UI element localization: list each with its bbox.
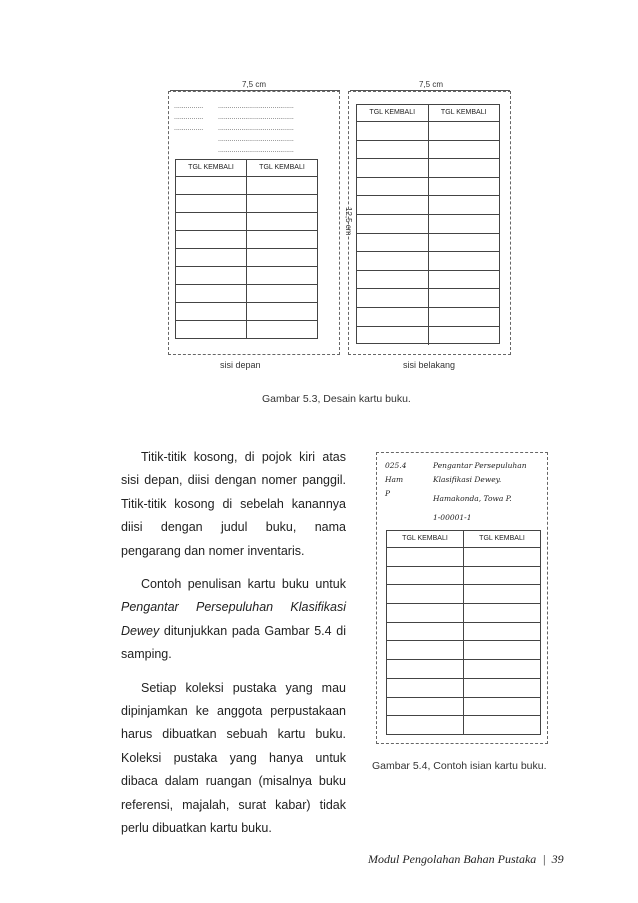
paragraph-2-tail: ditunjukkan pada Gambar 5.4 di samping. (121, 623, 346, 662)
table-cell (176, 177, 246, 194)
table-cell (176, 195, 246, 212)
table-row (387, 585, 540, 604)
back-table-header (357, 105, 499, 122)
table-cell (176, 213, 246, 230)
book-info (433, 459, 527, 525)
table-cell (246, 177, 317, 194)
table-cell (387, 716, 463, 735)
body-text (121, 446, 346, 851)
table-cell (387, 567, 463, 585)
table-row (357, 215, 499, 234)
table-cell (357, 178, 428, 196)
table-cell (176, 249, 246, 266)
table-cell (357, 252, 428, 270)
title-dots: ....................................... ....................................... ....................................... ....................................... ....................................... (218, 103, 294, 154)
table-cell (428, 141, 500, 159)
table-cell (246, 267, 317, 284)
table-cell (357, 327, 428, 346)
table-row (176, 249, 317, 267)
table-cell (246, 321, 317, 339)
table-row (387, 716, 540, 735)
table-row (357, 196, 499, 215)
call-number-author: Ham (385, 475, 404, 484)
table-cell (387, 698, 463, 716)
table-row (357, 271, 499, 290)
table-cell (246, 303, 317, 320)
book-title-line-2: Klasifikasi Dewey. (433, 475, 502, 484)
filled-table-rows (387, 548, 540, 735)
table-cell (357, 271, 428, 289)
footer-separator: | (542, 852, 546, 866)
table-cell (428, 196, 500, 214)
table-row (176, 285, 317, 303)
label-front-side: sisi depan (220, 360, 261, 370)
table-row (387, 698, 540, 717)
table-cell (387, 585, 463, 603)
table-row (176, 195, 317, 213)
table-row (357, 178, 499, 197)
table-row (357, 327, 499, 346)
back-col-header-1: TGL KEMBALI (369, 109, 416, 116)
table-row (176, 213, 317, 231)
call-number (385, 459, 406, 501)
back-return-table (356, 104, 500, 344)
table-row (387, 660, 540, 679)
card-front (168, 91, 340, 355)
table-cell (246, 213, 317, 230)
table-cell (387, 548, 463, 566)
book-title-line-1: Pengantar Persepuluhan (433, 461, 527, 470)
table-cell (357, 289, 428, 307)
table-cell (428, 289, 500, 307)
call-number-dots: ............... ............... ............... (174, 103, 204, 132)
table-row (176, 321, 317, 339)
table-cell (387, 641, 463, 659)
table-cell (387, 604, 463, 622)
table-cell (357, 159, 428, 177)
table-row (357, 234, 499, 253)
dimension-height: 12,5 cm (344, 207, 353, 236)
filled-col-header-2: TGL KEMBALI (463, 531, 540, 547)
caption-figure-5-3: Gambar 5.3, Desain kartu buku. (262, 393, 411, 405)
table-cell (246, 249, 317, 266)
caption-figure-5-4: Gambar 5.4, Contoh isian kartu buku. (372, 760, 547, 772)
table-row (357, 289, 499, 308)
table-row (387, 567, 540, 586)
table-row (387, 548, 540, 567)
table-cell (246, 195, 317, 212)
table-cell (357, 308, 428, 326)
dimension-left-width: 7,5 cm (241, 80, 266, 89)
filled-return-table (386, 530, 541, 735)
table-row (387, 641, 540, 660)
table-row (357, 159, 499, 178)
paragraph-2 (121, 573, 346, 667)
table-cell (428, 234, 500, 252)
table-cell (428, 271, 500, 289)
table-cell (176, 303, 246, 320)
table-cell (463, 604, 540, 622)
label-back-side: sisi belakang (403, 360, 456, 370)
table-cell (463, 585, 540, 603)
table-cell (176, 231, 246, 248)
table-cell (246, 231, 317, 248)
table-row (387, 623, 540, 642)
book-author: Hamakonda, Towa P. (433, 494, 512, 503)
page-footer (368, 852, 564, 867)
table-row (176, 267, 317, 285)
table-row (176, 231, 317, 249)
table-row (357, 141, 499, 160)
paragraph-1: Titik-titik kosong, di pojok kiri atas sisi depan, diisi dengan nomer panggil. Titik-titik kosong di sebelah kanannya diisi dengan judul buku, nama pengarang dan nomer inventaris. (121, 450, 346, 558)
table-row (387, 604, 540, 623)
front-table-rows (176, 177, 317, 339)
table-cell (428, 159, 500, 177)
table-row (176, 303, 317, 321)
table-cell (246, 285, 317, 302)
filled-book-card (376, 452, 548, 744)
table-cell (387, 679, 463, 697)
back-table-rows (357, 122, 499, 345)
call-number-class: 025.4 (385, 461, 407, 470)
table-row (357, 308, 499, 327)
table-cell (176, 321, 246, 339)
back-col-header-2: TGL KEMBALI (428, 105, 500, 121)
table-row (357, 122, 499, 141)
paragraph-3: Setiap koleksi pustaka yang mau dipinjamkan ke anggota perpustakaan harus dibuatkan sebuah kartu buku. Koleksi pustaka yang hanya untuk dibaca dalam ruangan (misalnya buku referensi, majalah, surat kabar) tidak perlu dibuatkan kartu buku. (121, 680, 346, 836)
filled-col-header-1: TGL KEMBALI (402, 535, 448, 542)
table-cell (428, 122, 500, 140)
filled-table-header (387, 531, 540, 548)
table-cell (387, 623, 463, 641)
front-col-header-2: TGL KEMBALI (246, 160, 317, 176)
table-cell (176, 267, 246, 284)
table-cell (428, 215, 500, 233)
page-number: 39 (551, 852, 564, 866)
table-cell (428, 252, 500, 270)
table-cell (463, 679, 540, 697)
table-cell (428, 327, 500, 346)
table-cell (463, 548, 540, 566)
table-cell (357, 196, 428, 214)
table-row (387, 679, 540, 698)
call-number-title: P (385, 489, 391, 498)
table-cell (357, 234, 428, 252)
table-cell (428, 308, 500, 326)
table-cell (176, 285, 246, 302)
inventory-number: 1-00001-1 (433, 513, 472, 522)
table-row (357, 252, 499, 271)
table-row (176, 177, 317, 195)
table-cell (463, 660, 540, 678)
front-col-header-1: TGL KEMBALI (188, 164, 234, 171)
table-cell (463, 716, 540, 735)
table-cell (463, 698, 540, 716)
table-cell (463, 623, 540, 641)
table-cell (428, 178, 500, 196)
table-cell (357, 215, 428, 233)
table-cell (357, 122, 428, 140)
book-title-italic: Pengantar Persepuluhan Klasifikasi Dewey (121, 600, 346, 638)
module-title: Modul Pengolahan Bahan Pustaka (368, 852, 537, 866)
front-table-header (176, 160, 317, 177)
table-cell (463, 567, 540, 585)
front-return-table (175, 159, 318, 339)
paragraph-2-text: Contoh penulisan kartu buku untuk (141, 577, 346, 592)
table-cell (463, 641, 540, 659)
dimension-right-width: 7,5 cm (418, 80, 443, 89)
card-back (348, 91, 511, 355)
table-cell (357, 141, 428, 159)
table-cell (387, 660, 463, 678)
